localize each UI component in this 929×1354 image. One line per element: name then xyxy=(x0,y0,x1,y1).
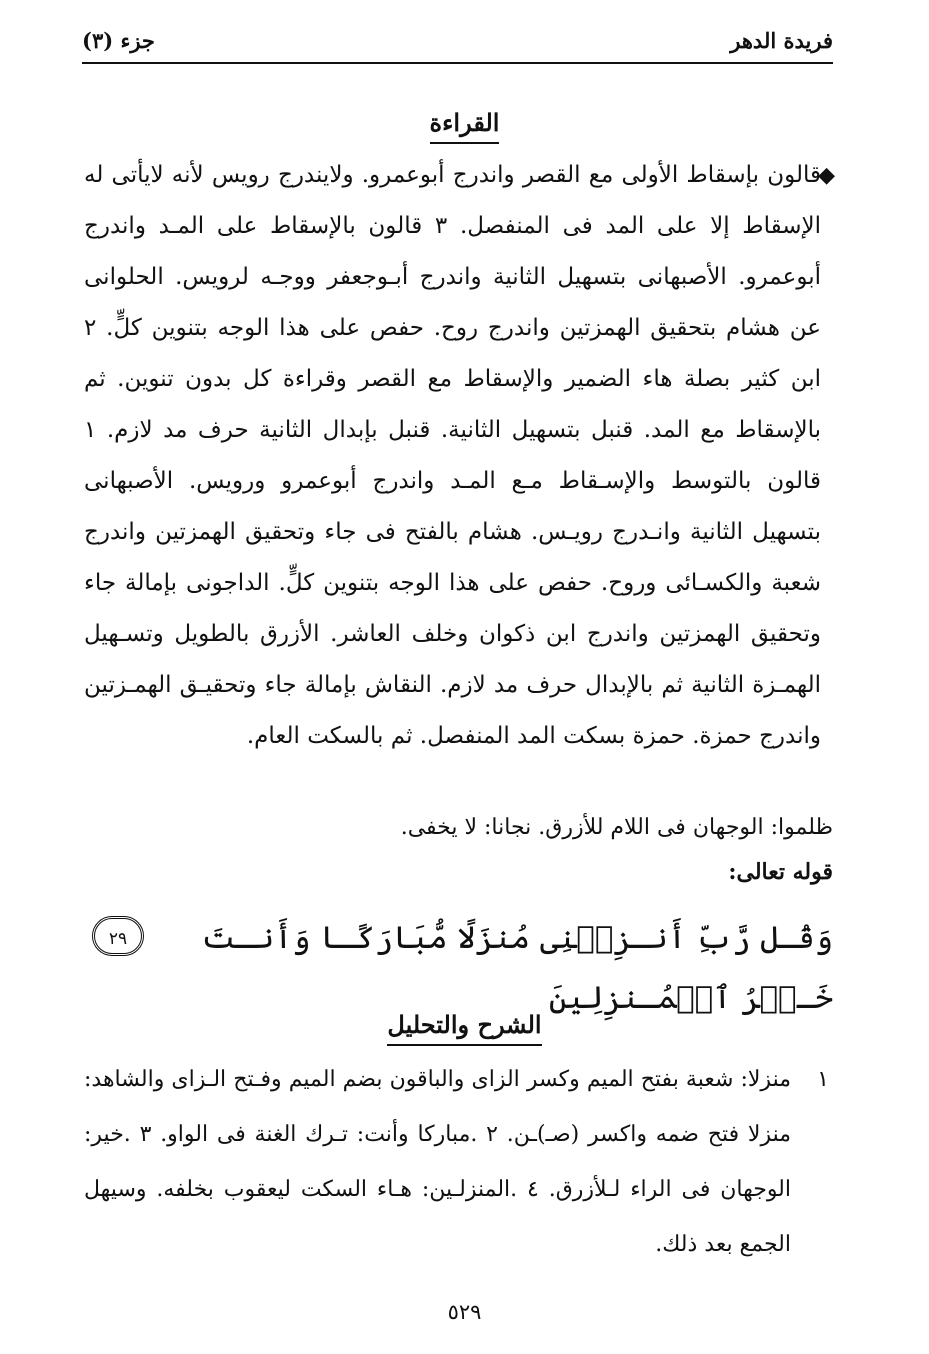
part-number: جزء (٣) xyxy=(82,28,155,53)
qawluhu-label: قوله تعالى: xyxy=(728,859,833,885)
book-title: فريدة الدهر xyxy=(730,28,833,53)
qiraa-title-text: القراءة xyxy=(430,106,500,144)
quran-verse: وَقُـل رَّبِّ أَنـزِلۡنِى مُنزَلًا مُّبَارَكًـا وَأَنـتَ خَـيۡرُ ٱلۡمُـنزِلِينَ xyxy=(201,920,833,1016)
sharh-section-title xyxy=(0,1008,929,1046)
sharh-title-text: الشرح والتحليل xyxy=(387,1008,541,1046)
sharh-paragraph: منزلا: شعبة بفتح الميم وكسر الزاى والباقون بضم الميم وفـتح الـزاى والشاهد: منزلا فتح ضمه واكسر (صـ)ـن. ٢ .مباركا وأنت: تـرك الغنة فى الواو. ٣ .خير: الوجهان فى الراء لـلأزرق. ٤ .المنزلـين: هـاء السكت ليعقوب بخلفه. وسيهل الجمع بعد ذلك. xyxy=(84,1067,792,1257)
ayah-number-marker: ٢٩ xyxy=(92,916,144,956)
running-header xyxy=(82,26,833,64)
diamond-bullet-icon: ◆ xyxy=(818,163,835,188)
dhalamu-note: ظلموا: الوجهان فى اللام للأزرق. نجانا: لا يخفى. xyxy=(400,815,833,840)
note-number: ١ xyxy=(817,1067,829,1092)
page-number: ٥٢٩ xyxy=(447,1300,482,1324)
qiraa-paragraph: قالون بإسقاط الأولى مع القصر واندرج أبوعمرو. ولايندرج رويس لأنه لايأتى له الإسقاط إلا على المد فى المنفصل. ٣ قالون بالإسقاط على المـد واندرج أبوعمرو. الأصبهانى بتسهيل الثانية واندرج أبـوجعفر ووجـه لرويس. الحلوانى عن هشام بتحقيق الهمزتين واندرج روح. حفص على هذا الوجه بتنوين كلٍّ. ٢ ابن كثير بصلة هاء الضمير والإسقاط مع القصر وقراءة كل بدون تنوين. ثم بالإسقاط مع المد. قنبل بتسهيل الثانية. قنبل بإبدال الثانية حرف مد لازم. ١ قالون بالتوسط والإسـقاط مـع المـد واندرج أبوعمرو ورويس. الأصبهانى بتسهيل الثانية وانـدرج رويـس. هشام بالفتح فى جاء وتحقيق الهمزتين واندرج شعبة والكسـائى وروح. حفص على هذا الوجه بتنوين كلٍّ. الداجونى بإمالة جاء وتحقيق الهمزتين واندرج ابن ذكوان وخلف العاشر. الأزرق بالطويل وتسـهيل الهمـزة الثانية ثم بالإبدال حرف مد لازم. النقاش بإمالة جاء وتحقيـق الهمـزتين واندرج حمزة. حمزة بسكت المد المنفصل. ثم بالسكت العام. xyxy=(84,162,822,749)
qiraa-section-title xyxy=(0,106,929,144)
